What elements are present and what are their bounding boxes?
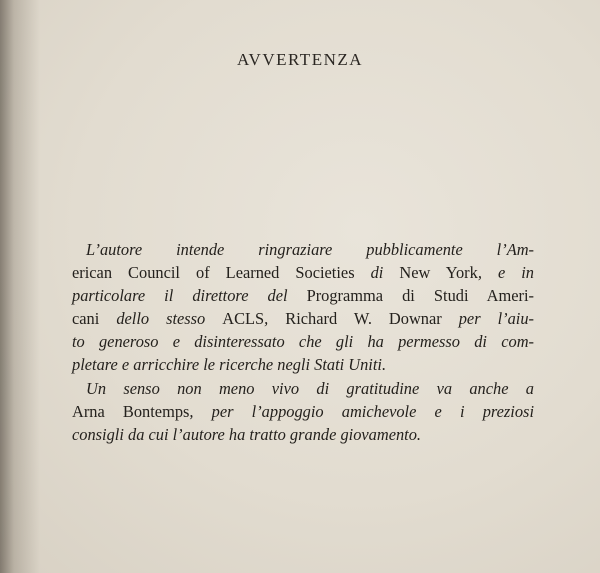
text-span: , e in (477, 263, 534, 283)
proper-name-span: Programma di Studi Ameri- (306, 286, 534, 306)
page-heading: AVVERTENZA (236, 50, 364, 69)
proper-name-span: erican Council of Learned Societies (72, 263, 355, 283)
text-span: L’autore intende ringraziare pubblicamente l’Am- (86, 240, 534, 259)
text-span: , (264, 309, 286, 329)
proper-name-span: Richard W. Downar (285, 309, 442, 329)
text-line (72, 353, 534, 376)
proper-name-span: cani (72, 309, 100, 329)
text-span: to generoso e disinteressato che gli ha permesso di com- (72, 332, 534, 352)
proper-name-span: New York (399, 263, 478, 283)
text-line (72, 284, 534, 307)
text-line (72, 307, 534, 330)
text-line (72, 330, 534, 353)
text-span: dello stesso (99, 309, 223, 329)
text-span: per l’aiu- (441, 309, 534, 329)
text-line (72, 423, 534, 446)
text-span: consigli da cui l’autore ha tratto grande giovamento. (72, 424, 422, 444)
text-span: di (354, 263, 400, 283)
proper-name-span: Arna Bontemps (72, 401, 190, 421)
text-span: pletare e arricchire le ricerche negli Stati Uniti. (72, 355, 387, 375)
text-span: particolare il direttore del (72, 286, 307, 306)
text-span: , per l’appoggio amichevole e i preziosi (189, 401, 534, 421)
acknowledgement-text (72, 238, 534, 446)
proper-name-span: ACLS (222, 309, 265, 329)
text-line (72, 238, 534, 261)
text-line (72, 377, 534, 400)
text-span: Un senso non meno vivo di gratitudine va anche a (86, 378, 534, 398)
text-line (72, 400, 534, 423)
text-line (72, 261, 534, 284)
